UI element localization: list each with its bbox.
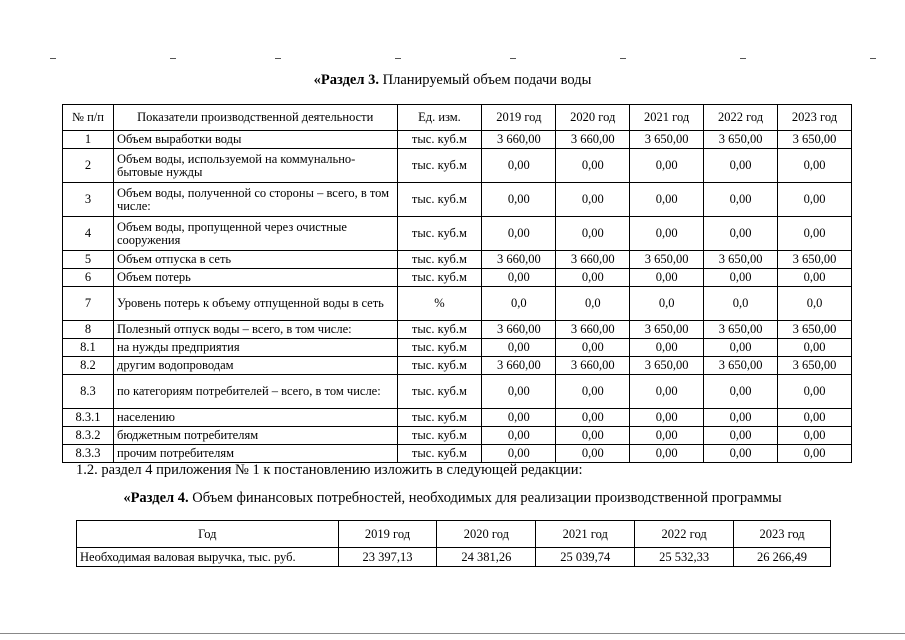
- row-value: 0,00: [556, 217, 630, 251]
- row-value: 3 650,00: [778, 357, 852, 375]
- row-value: 0,0: [630, 287, 704, 321]
- table-row: [63, 409, 852, 427]
- row-indicator: на нужды предприятия: [113, 339, 397, 357]
- row-number: 8.2: [63, 357, 114, 375]
- table-row: [63, 131, 852, 149]
- row-value: 0,00: [556, 445, 630, 463]
- row-indicator: бюджетным потребителям: [113, 427, 397, 445]
- row-value: 0,00: [482, 445, 556, 463]
- row-value: 0,00: [704, 445, 778, 463]
- row-value: 0,00: [630, 339, 704, 357]
- row-indicator: Объем воды, полученной со стороны – всего, в том числе:: [113, 183, 397, 217]
- row-indicator: по категориям потребителей – всего, в том числе:: [113, 375, 397, 409]
- row-value: 3 650,00: [630, 131, 704, 149]
- section3-title: «Раздел 3. Планируемый объем подачи воды: [313, 72, 592, 88]
- row-indicator: Полезный отпуск воды – всего, в том числе:: [113, 321, 397, 339]
- row-unit: тыс. куб.м: [397, 131, 482, 149]
- row-value: 0,00: [482, 427, 556, 445]
- row-value: 0,00: [630, 375, 704, 409]
- row-value: 3 660,00: [556, 251, 630, 269]
- row-unit: тыс. куб.м: [397, 251, 482, 269]
- row-value: 3 660,00: [556, 321, 630, 339]
- row-value: 0,00: [778, 269, 852, 287]
- table-row: [63, 375, 852, 409]
- row-unit: тыс. куб.м: [397, 217, 482, 251]
- row-value: 0,00: [630, 183, 704, 217]
- table-header-row: [77, 521, 831, 548]
- revenue-2021: 25 039,74: [536, 548, 635, 567]
- row-value: 0,00: [778, 183, 852, 217]
- table-row: [63, 287, 852, 321]
- row-value: 0,00: [556, 183, 630, 217]
- table-header-row: [63, 105, 852, 131]
- row-indicator: другим водопроводам: [113, 357, 397, 375]
- row-value: 0,00: [704, 217, 778, 251]
- row-value: 3 650,00: [704, 321, 778, 339]
- table-row: [63, 251, 852, 269]
- row-number: 5: [63, 251, 114, 269]
- header-2023: 2023 год: [778, 105, 852, 131]
- row-value: 0,00: [630, 269, 704, 287]
- row-value: 0,00: [630, 427, 704, 445]
- scan-marks: [50, 58, 880, 64]
- row-value: 0,00: [778, 375, 852, 409]
- row-number: 8.3.1: [63, 409, 114, 427]
- header-2020: 2020 год: [556, 105, 630, 131]
- row-value: 0,00: [482, 409, 556, 427]
- row-value: 0,00: [704, 183, 778, 217]
- header-2022: 2022 год: [635, 521, 734, 548]
- row-value: 0,00: [556, 409, 630, 427]
- row-unit: тыс. куб.м: [397, 445, 482, 463]
- table-row: [63, 445, 852, 463]
- row-unit: тыс. куб.м: [397, 427, 482, 445]
- row-value: 0,00: [556, 149, 630, 183]
- table-row: [77, 548, 831, 567]
- row-value: 0,00: [778, 217, 852, 251]
- row-value: 3 660,00: [556, 357, 630, 375]
- row-unit: тыс. куб.м: [397, 183, 482, 217]
- header-2021: 2021 год: [536, 521, 635, 548]
- row-unit: тыс. куб.м: [397, 149, 482, 183]
- row-value: 3 650,00: [778, 251, 852, 269]
- row-value: 0,00: [482, 149, 556, 183]
- row-value: 3 650,00: [630, 357, 704, 375]
- row-value: 0,0: [704, 287, 778, 321]
- header-2021: 2021 год: [630, 105, 704, 131]
- row-number: 3: [63, 183, 114, 217]
- row-indicator: Объем воды, используемой на коммунально-бытовые нужды: [113, 149, 397, 183]
- row-unit: тыс. куб.м: [397, 375, 482, 409]
- revenue-2020: 24 381,26: [437, 548, 536, 567]
- row-value: 3 660,00: [482, 251, 556, 269]
- row-unit: %: [397, 287, 482, 321]
- row-value: 0,0: [482, 287, 556, 321]
- row-number: 8: [63, 321, 114, 339]
- row-value: 0,0: [778, 287, 852, 321]
- row-value: 3 650,00: [778, 321, 852, 339]
- table-row: [63, 427, 852, 445]
- row-value: 0,00: [778, 339, 852, 357]
- header-2023: 2023 год: [734, 521, 831, 548]
- row-value: 3 660,00: [482, 131, 556, 149]
- row-value: 0,00: [482, 217, 556, 251]
- table-row: [63, 357, 852, 375]
- row-value: 0,00: [482, 269, 556, 287]
- row-value: 3 660,00: [482, 357, 556, 375]
- revenue-2022: 25 532,33: [635, 548, 734, 567]
- row-indicator: прочим потребителям: [113, 445, 397, 463]
- row-indicator: Объем отпуска в сеть: [113, 251, 397, 269]
- row-value: 3 660,00: [482, 321, 556, 339]
- table-row: [63, 269, 852, 287]
- row-value: 0,00: [704, 375, 778, 409]
- table-row: [63, 339, 852, 357]
- row-number: 7: [63, 287, 114, 321]
- row-value: 0,00: [704, 149, 778, 183]
- row-value: 3 650,00: [778, 131, 852, 149]
- revenue-2019: 23 397,13: [338, 548, 437, 567]
- row-value: 0,00: [704, 409, 778, 427]
- row-unit: тыс. куб.м: [397, 269, 482, 287]
- row-value: 0,00: [556, 339, 630, 357]
- row-value: 0,00: [556, 427, 630, 445]
- row-value: 3 650,00: [704, 251, 778, 269]
- header-2022: 2022 год: [704, 105, 778, 131]
- row-value: 0,00: [630, 149, 704, 183]
- row-value: 3 650,00: [704, 131, 778, 149]
- header-2019: 2019 год: [482, 105, 556, 131]
- section3-table: [62, 104, 852, 463]
- section4-title: «Раздел 4. Объем финансовых потребностей, необходимых для реализации производственной программы: [123, 490, 782, 506]
- row-unit: тыс. куб.м: [397, 339, 482, 357]
- row-value: 3 650,00: [630, 251, 704, 269]
- row-indicator: населению: [113, 409, 397, 427]
- row-unit: тыс. куб.м: [397, 409, 482, 427]
- page-edge-line: [0, 633, 905, 634]
- table-row: [63, 183, 852, 217]
- row-value: 3 650,00: [630, 321, 704, 339]
- table-row: [63, 321, 852, 339]
- row-value: 0,00: [778, 427, 852, 445]
- row-value: 0,00: [556, 269, 630, 287]
- header-indicator: Показатели производственной деятельности: [113, 105, 397, 131]
- revenue-2023: 26 266,49: [734, 548, 831, 567]
- header-num: № п/п: [63, 105, 114, 131]
- row-number: 8.3.3: [63, 445, 114, 463]
- row-value: 0,00: [482, 375, 556, 409]
- row-value: 0,00: [704, 427, 778, 445]
- row-value: 0,00: [704, 269, 778, 287]
- amendment-note: 1.2. раздел 4 приложения № 1 к постановлению изложить в следующей редакции:: [76, 462, 583, 478]
- row-indicator: Объем выработки воды: [113, 131, 397, 149]
- row-value: 0,00: [482, 339, 556, 357]
- row-value: 0,00: [482, 183, 556, 217]
- row-value: 0,00: [630, 409, 704, 427]
- section4-table: [76, 520, 831, 567]
- row-value: 0,00: [704, 339, 778, 357]
- row-value: 3 650,00: [704, 357, 778, 375]
- row-number: 1: [63, 131, 114, 149]
- row-value: 0,00: [778, 445, 852, 463]
- row-indicator: Объем потерь: [113, 269, 397, 287]
- header-2019: 2019 год: [338, 521, 437, 548]
- row-number: 8.1: [63, 339, 114, 357]
- header-year: Год: [77, 521, 339, 548]
- table-row: [63, 149, 852, 183]
- row-number: 8.3: [63, 375, 114, 409]
- row-value: 0,0: [556, 287, 630, 321]
- row-indicator: Объем воды, пропущенной через очистные сооружения: [113, 217, 397, 251]
- row-unit: тыс. куб.м: [397, 357, 482, 375]
- row-number: 8.3.2: [63, 427, 114, 445]
- row-number: 6: [63, 269, 114, 287]
- row-value: 0,00: [778, 409, 852, 427]
- row-value: 0,00: [630, 445, 704, 463]
- row-value: 0,00: [630, 217, 704, 251]
- table-row: [63, 217, 852, 251]
- row-number: 4: [63, 217, 114, 251]
- row-unit: тыс. куб.м: [397, 321, 482, 339]
- row-value: 0,00: [778, 149, 852, 183]
- row-number: 2: [63, 149, 114, 183]
- row-indicator: Уровень потерь к объему отпущенной воды в сеть: [113, 287, 397, 321]
- revenue-label: Необходимая валовая выручка, тыс. руб.: [77, 548, 339, 567]
- header-2020: 2020 год: [437, 521, 536, 548]
- header-unit: Ед. изм.: [397, 105, 482, 131]
- row-value: 3 660,00: [556, 131, 630, 149]
- row-value: 0,00: [556, 375, 630, 409]
